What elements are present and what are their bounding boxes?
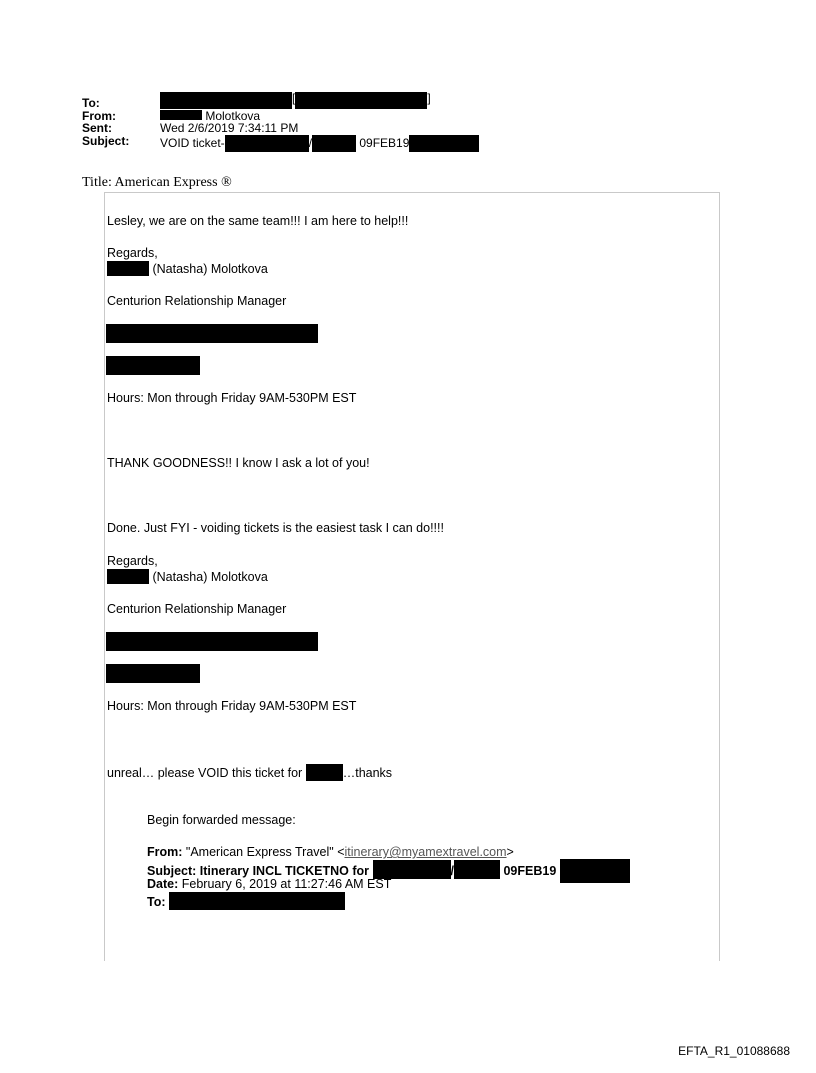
regards-text: Regards, <box>107 246 158 260</box>
forwarded-date-line <box>147 877 391 891</box>
from-value: Molotkova <box>205 108 261 123</box>
hours-text: Hours: Mon through Friday 9AM-530PM EST <box>107 391 357 405</box>
redaction <box>560 859 630 883</box>
forwarded-from-line <box>147 845 514 859</box>
forwarded-intro: Begin forwarded message: <box>147 813 296 827</box>
forwarded-to-line <box>147 892 345 910</box>
document-title: Title: American Express ® <box>82 175 232 190</box>
redaction <box>106 664 200 683</box>
signature-line <box>107 261 268 276</box>
redaction <box>169 892 345 910</box>
unreal-prefix: unreal… please VOID this ticket for <box>107 766 303 780</box>
signature-line <box>107 569 268 584</box>
signature-name: (Natasha) Molotkova <box>152 262 268 276</box>
message-line: THANK GOODNESS!! I know I ask a lot of you! <box>107 456 370 470</box>
to-bracket-open: [ <box>292 91 296 105</box>
redaction <box>107 569 149 584</box>
redaction <box>312 135 356 152</box>
forwarded-from-name: "American Express Travel" < <box>185 845 345 859</box>
forwarded-date-label: Date: <box>147 877 179 891</box>
redaction <box>306 764 343 781</box>
redaction <box>454 860 500 879</box>
subject-date: 09FEB19 <box>359 135 410 150</box>
message-line: Lesley, we are on the same team!!! I am here to help!!! <box>107 214 409 228</box>
signature-name: (Natasha) Molotkova <box>152 570 268 584</box>
redaction <box>160 92 292 109</box>
hours-text: Hours: Mon through Friday 9AM-530PM EST <box>107 699 357 713</box>
forwarded-date-value: February 6, 2019 at 11:27:46 AM EST <box>181 877 392 891</box>
role-text: Centurion Relationship Manager <box>107 602 287 616</box>
forwarded-subject-label: Subject: Itinerary INCL TICKETNO for <box>147 864 370 878</box>
redaction <box>106 324 318 343</box>
message-line <box>107 764 392 781</box>
redaction <box>160 110 202 120</box>
email-link[interactable]: itinerary@myamextravel.com <box>344 845 507 859</box>
forwarded-from-close: > <box>506 845 514 859</box>
forwarded-to-label: To: <box>147 895 166 909</box>
redaction <box>107 261 149 276</box>
forwarded-subject-slash: / <box>450 864 454 878</box>
regards-text: Regards, <box>107 554 158 568</box>
message-line: Done. Just FYI - voiding tickets is the easiest task I can do!!!! <box>107 521 444 535</box>
document-id: EFTA_R1_01088688 <box>678 1044 790 1058</box>
forwarded-from-label: From: <box>147 845 183 859</box>
forwarded-subject-date: 09FEB19 <box>503 864 557 878</box>
redaction <box>225 135 309 152</box>
subject-slash: / <box>308 135 313 150</box>
sent-value: Wed 2/6/2019 7:34:11 PM <box>160 121 299 135</box>
role-text: Centurion Relationship Manager <box>107 294 287 308</box>
redaction <box>295 92 427 109</box>
to-bracket-close: ] <box>427 91 431 105</box>
redaction <box>106 356 200 375</box>
redaction <box>106 632 318 651</box>
redaction <box>409 135 479 152</box>
sent-label: Sent: <box>82 121 112 135</box>
unreal-suffix: …thanks <box>342 766 393 780</box>
subject-prefix: VOID ticket- <box>160 135 225 150</box>
subject-label: Subject: <box>82 133 130 148</box>
from-label: From: <box>82 108 116 123</box>
to-label: To: <box>82 96 100 110</box>
